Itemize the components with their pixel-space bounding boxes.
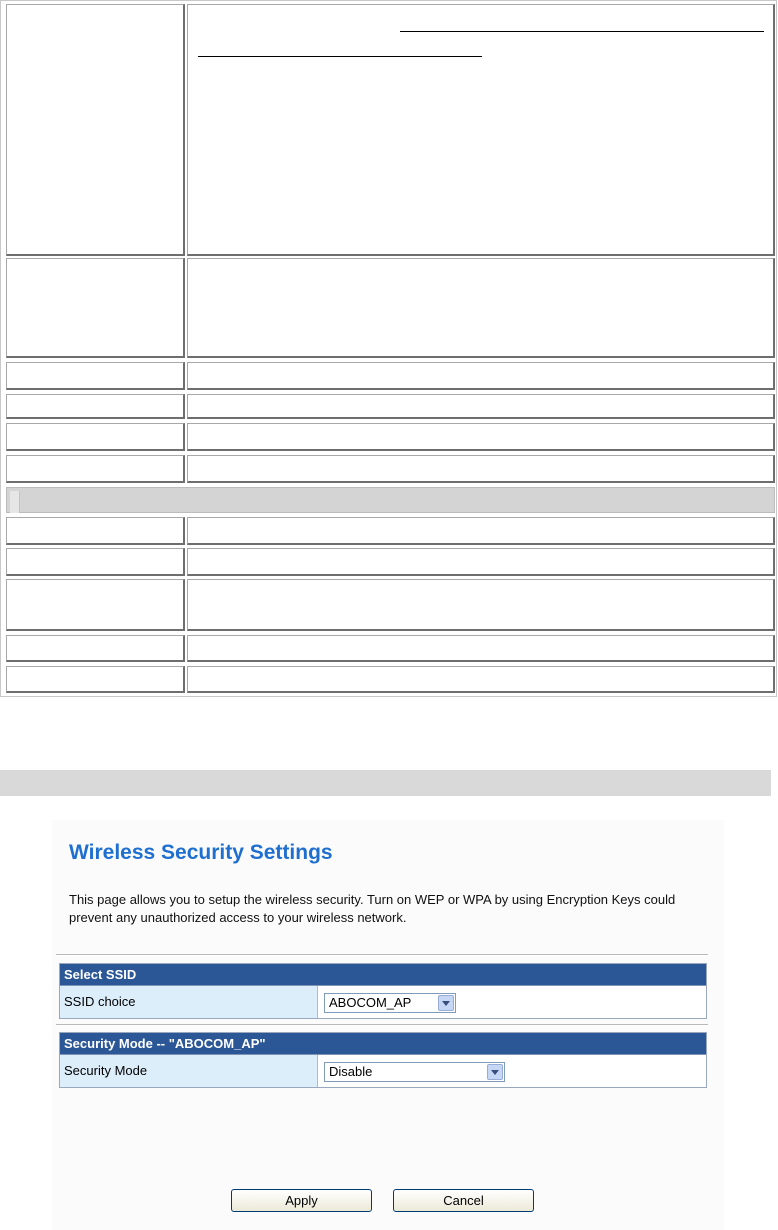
table-cell (6, 666, 185, 693)
ssid-choice-value: ABOCOM_AP (329, 995, 412, 1010)
table-cell (6, 362, 185, 390)
table-cell (6, 4, 185, 256)
apply-button[interactable]: Apply (231, 1189, 372, 1212)
cancel-button[interactable]: Cancel (393, 1189, 534, 1212)
table-cell (6, 548, 185, 576)
security-mode-label: Security Mode (60, 1055, 318, 1087)
chevron-down-icon[interactable] (487, 1064, 503, 1080)
table-cell (187, 4, 775, 256)
wireless-security-panel (52, 820, 724, 1230)
table-cell (6, 258, 185, 358)
table-cell (187, 423, 775, 451)
row-marker (10, 491, 20, 513)
table-cell (6, 635, 185, 662)
security-mode-table (59, 1032, 707, 1088)
table-cell (187, 455, 775, 483)
table-cell (6, 455, 185, 483)
security-mode-select[interactable] (324, 1062, 505, 1082)
select-ssid-header: Select SSID (60, 964, 706, 986)
table-cell (6, 394, 185, 419)
page-description: This page allows you to setup the wireless security. Turn on WEP or WPA by using Encryption Keys could prevent any unauthorized access to your wireless network. (69, 892, 676, 925)
select-ssid-table (59, 963, 707, 1019)
table-cell (187, 362, 775, 390)
page-title: Wireless Security Settings (69, 841, 333, 864)
chevron-down-icon[interactable] (438, 995, 454, 1011)
table-cell (187, 635, 775, 662)
security-mode-row (60, 1055, 706, 1087)
table-cell (187, 579, 775, 631)
table-cell (6, 579, 185, 631)
table-cell (6, 423, 185, 451)
table-cell (187, 666, 775, 693)
underline-rule (198, 56, 482, 57)
ssid-choice-select[interactable] (324, 993, 456, 1013)
divider (56, 954, 708, 956)
divider (56, 1024, 708, 1026)
table-cell (6, 517, 185, 545)
table-cell (187, 517, 775, 545)
underline-rule (400, 31, 764, 32)
security-mode-value: Disable (329, 1064, 373, 1079)
security-mode-header: Security Mode -- "ABOCOM_AP" (60, 1033, 706, 1055)
ssid-choice-label: SSID choice (60, 986, 318, 1018)
ssid-choice-cell (319, 986, 706, 1018)
security-mode-cell (319, 1055, 706, 1087)
separator-bar (0, 770, 771, 796)
table-cell (187, 258, 775, 358)
ssid-choice-row (60, 986, 706, 1018)
table-cell (187, 394, 775, 419)
section-header-row (6, 487, 775, 513)
table-cell (187, 548, 775, 576)
